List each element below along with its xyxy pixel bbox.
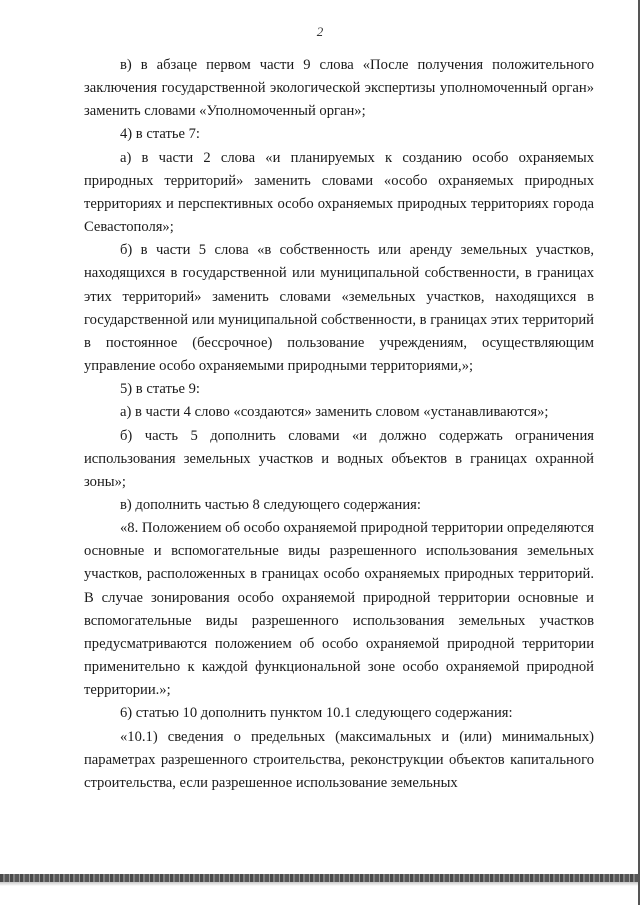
paragraph-article-10: 6) статью 10 дополнить пунктом 10.1 следующего содержания:	[120, 705, 513, 722]
paragraph-article-9-part-4: а) в части 4 слово «создаются» заменить словом «устанавливаются»;	[120, 404, 549, 421]
paragraph-article-7-part-2: а) в части 2 слова «и планируемых к созданию особо охраняемых природных территорий» заменить словами «особо охраняемых природных территориях и перспективных особо охраняемых природных территориях города Севастополя»;	[84, 149, 594, 236]
paragraph-part-8-text: «8. Положением об особо охраняемой природной территории определяются основные и вспомогательные виды разрешенного использования земельных участков, расположенных в границах особо охраняемых природных территорий. В случае зонирования особо охраняемой природной территории основные и вспомогательные виды разрешенного использования земельных участков предусматриваются положением об особо охраняемой природной территории применительно к каждой функциональной зоне особо охраняемой природной территории.»;	[84, 520, 594, 699]
paragraph-article-9: 5) в статье 9:	[120, 381, 200, 398]
paragraph-article-7: 4) в статье 7:	[120, 126, 200, 143]
paragraph-point-10-1: «10.1) сведения о предельных (максимальных и (или) минимальных) параметрах разрешенного строительства, реконструкции объектов капитального строительства, если разрешенное использование земельных	[84, 728, 594, 791]
paragraph-article-9-part-8: в) дополнить частью 8 следующего содержания:	[120, 496, 421, 513]
page-number: 2	[316, 24, 324, 39]
paragraph-article-7-part-5: б) в части 5 слова «в собственность или аренду земельных участков, находящихся в государственной или муниципальной собственности, в границах этих территорий» заменить словами «земельных участков, находящихся в государственной или муниципальной собственности, в границах этих территорий в постоянное (бессрочное) пользование учреждениям, осуществляющим управление особо охраняемыми природными территориями,»;	[84, 242, 594, 375]
scan-bottom-shadow	[0, 882, 640, 886]
paragraph-amendment-9: в) в абзаце первом части 9 слова «После получения положительного заключения государственной экологической экспертизы уполномоченный орган» заменить словами «Уполномоченный орган»;	[84, 57, 594, 120]
document-body	[84, 54, 594, 795]
scan-bottom-edge	[0, 874, 640, 882]
paragraph-article-9-part-5: б) часть 5 дополнить словами «и должно содержать ограничения использования земельных участков и водных объектов в границах охранной зоны»;	[84, 427, 594, 490]
